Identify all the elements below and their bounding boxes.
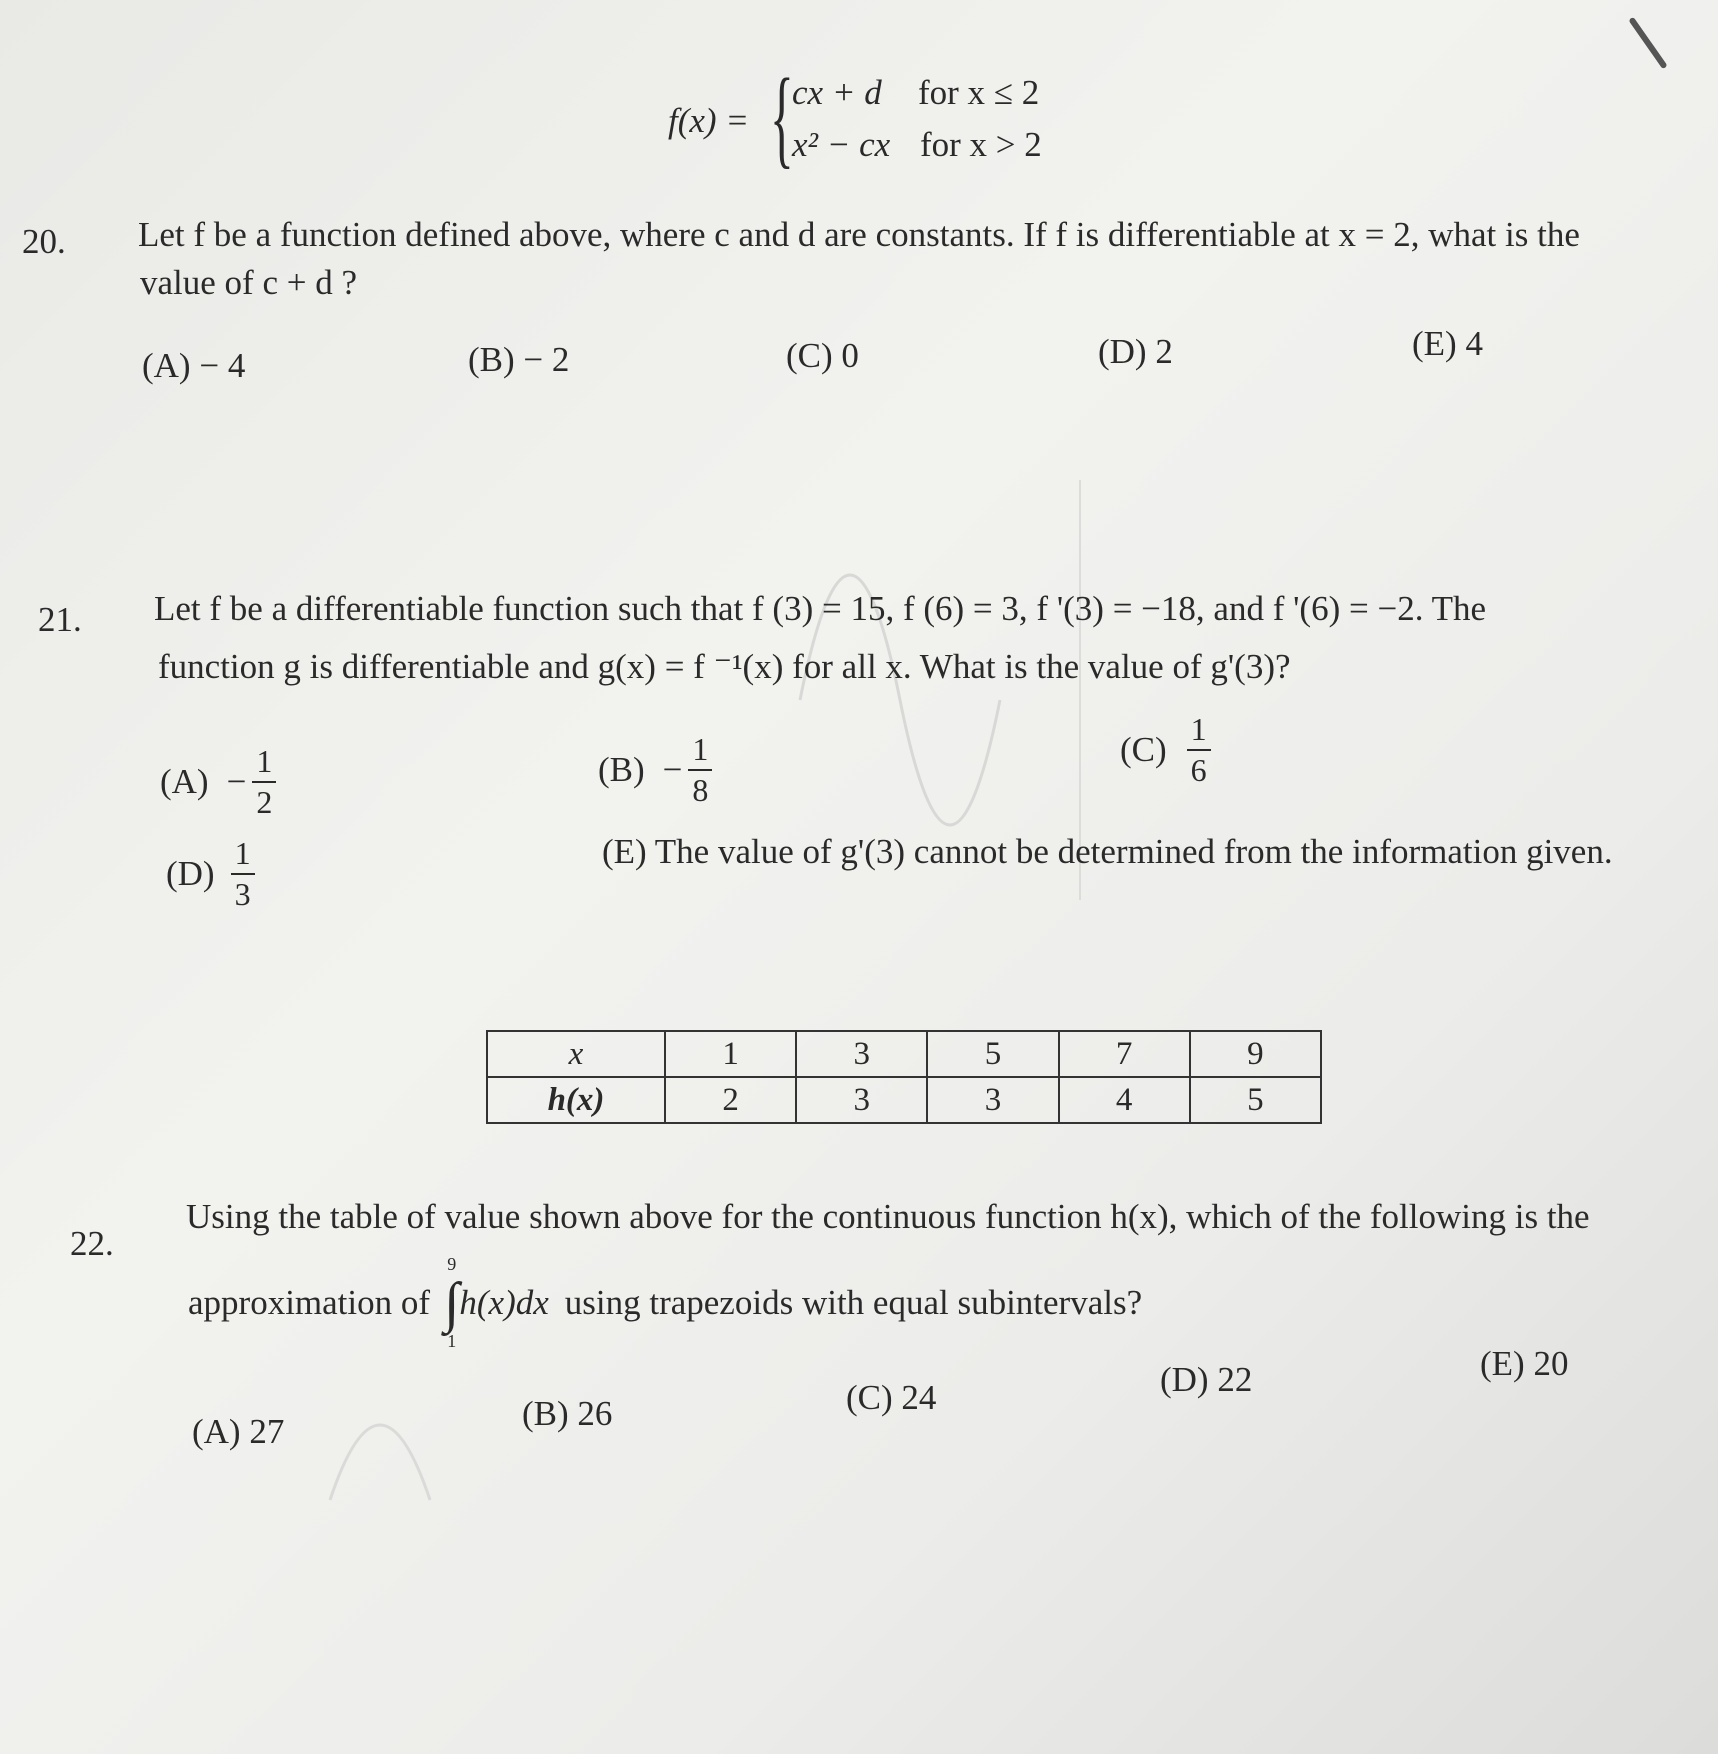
piecewise-row1-cond: for x ≤ 2 xyxy=(918,73,1040,112)
q21-choice-d-fraction xyxy=(231,836,255,912)
fraction-numerator: 1 xyxy=(256,743,273,779)
table-header-h: h(x) xyxy=(487,1077,665,1123)
question-21-number: 21. xyxy=(38,600,82,639)
q21-choice-d-label: (D) xyxy=(166,854,215,894)
question-22-text-line2 xyxy=(188,1254,1142,1352)
fraction-numerator: 1 xyxy=(1190,711,1207,747)
question-21-text-line2: function g is differentiable and g(x) = f ⁻¹(x) for all x. What is the value of g'(3)? xyxy=(158,647,1291,686)
piecewise-row2-expr: x² − cx xyxy=(792,125,891,164)
q21-choice-b-label: (B) xyxy=(598,750,645,790)
integral-upper-limit: 9 xyxy=(447,1254,457,1274)
q21-choice-b-sign: − xyxy=(662,750,683,790)
table-cell: 2 xyxy=(665,1077,796,1123)
fraction-denominator: 3 xyxy=(234,876,251,913)
q21-choice-a-sign: − xyxy=(226,762,247,802)
q21-choice-a-label: (A) xyxy=(160,762,209,802)
question-22-text-line1: Using the table of value shown above for the continuous function h(x), which of the following is the xyxy=(186,1197,1590,1236)
h-values-table xyxy=(486,1030,1322,1124)
q21-choice-d[interactable] xyxy=(166,836,255,912)
table-cell: 3 xyxy=(927,1077,1058,1123)
fraction-bar xyxy=(231,873,255,875)
q22-line2-pre: approximation of xyxy=(188,1283,431,1322)
q22-choice-d[interactable]: (D) 22 xyxy=(1160,1360,1253,1399)
q21-choice-c-fraction xyxy=(1187,712,1211,788)
q20-choice-a[interactable]: (A) − 4 xyxy=(142,346,246,385)
piecewise-lhs: f(x) = xyxy=(668,101,749,140)
table-cell: 7 xyxy=(1059,1031,1190,1077)
q22-choice-a[interactable]: (A) 27 xyxy=(192,1412,285,1451)
question-20-text-line2: value of c + d ? xyxy=(140,263,358,302)
table-cell: 5 xyxy=(1190,1077,1321,1123)
q22-choice-e[interactable]: (E) 20 xyxy=(1480,1344,1569,1383)
table-header-x: x xyxy=(487,1031,665,1077)
question-20-number: 20. xyxy=(22,222,66,261)
table-cell: 5 xyxy=(927,1031,1058,1077)
table-row-h xyxy=(487,1077,1321,1123)
q21-choice-c[interactable] xyxy=(1120,712,1211,788)
q22-integrand: h(x)dx xyxy=(459,1283,549,1322)
table-cell: 4 xyxy=(1059,1077,1190,1123)
q21-choice-c-label: (C) xyxy=(1120,730,1167,770)
fraction-denominator: 6 xyxy=(1190,752,1207,789)
table-cell: 9 xyxy=(1190,1031,1321,1077)
q21-choice-a-fraction xyxy=(252,744,276,820)
q21-choice-b-fraction xyxy=(688,732,712,808)
fraction-denominator: 8 xyxy=(692,772,709,809)
fraction-denominator: 2 xyxy=(256,784,273,821)
q20-choice-c[interactable]: (C) 0 xyxy=(786,336,859,375)
q20-choice-b[interactable]: (B) − 2 xyxy=(468,340,570,379)
fraction-bar xyxy=(688,769,712,771)
fraction-bar xyxy=(1187,749,1211,751)
fraction-numerator: 1 xyxy=(692,731,709,767)
q22-line2-post: using trapezoids with equal subintervals? xyxy=(564,1283,1143,1322)
integral-sign: ∫ xyxy=(444,1272,460,1334)
q21-choice-e[interactable]: (E) The value of g'(3) cannot be determined from the information given. xyxy=(602,832,1613,871)
q22-choice-c[interactable]: (C) 24 xyxy=(846,1378,937,1417)
table-cell: 1 xyxy=(665,1031,796,1077)
question-22-number: 22. xyxy=(70,1224,114,1263)
q20-choice-d[interactable]: (D) 2 xyxy=(1098,332,1173,371)
pen-mark xyxy=(1628,17,1667,70)
piecewise-brace: { xyxy=(770,56,794,178)
table-cell: 3 xyxy=(796,1077,927,1123)
question-21-text-line1: Let f be a differentiable function such that f (3) = 15, f (6) = 3, f '(3) = −18, and f '(6) = −2. The xyxy=(154,589,1486,628)
question-20-text-line1: Let f be a function defined above, where c and d are constants. If f is differentiable at x = 2, what is the xyxy=(138,215,1580,254)
q22-choice-b[interactable]: (B) 26 xyxy=(522,1394,613,1433)
q21-choice-a[interactable] xyxy=(160,744,276,820)
integral-lower-limit: 1 xyxy=(447,1331,457,1351)
fraction-bar xyxy=(252,781,276,783)
piecewise-row2-cond: for x > 2 xyxy=(920,125,1042,164)
piecewise-row1-expr: cx + d xyxy=(792,73,882,112)
q21-choice-b[interactable] xyxy=(598,732,712,808)
integral-sign-group xyxy=(444,1254,459,1352)
fraction-numerator: 1 xyxy=(234,835,251,871)
q20-choice-e[interactable]: (E) 4 xyxy=(1412,324,1483,363)
table-row-x xyxy=(487,1031,1321,1077)
table-cell: 3 xyxy=(796,1031,927,1077)
